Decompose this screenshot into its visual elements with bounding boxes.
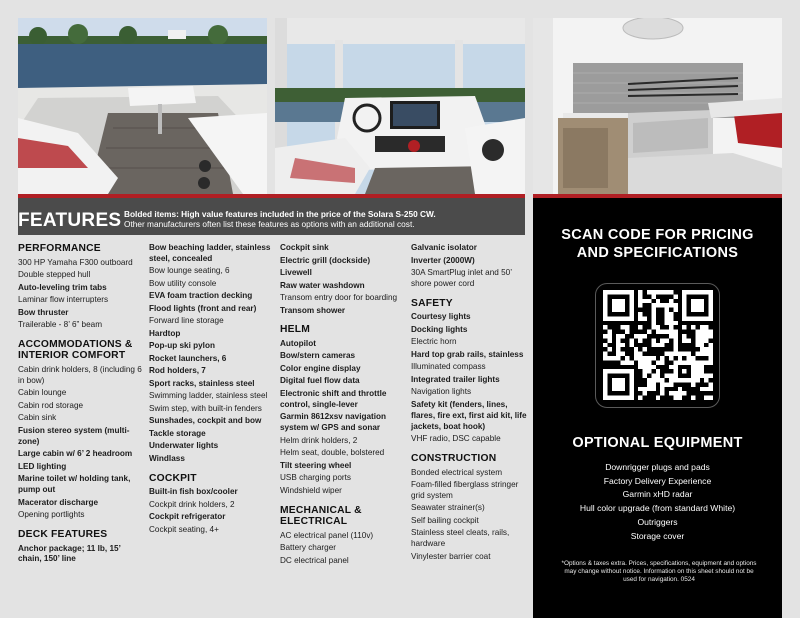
- features-note: [124, 209, 524, 229]
- scan-code-line-2: AND SPECIFICATIONS: [576, 245, 739, 261]
- feature-item: Auto-leveling trim tabs: [18, 282, 107, 292]
- feature-item: Seawater strainer(s): [411, 503, 485, 513]
- feature-item: Double stepped hull: [18, 270, 91, 279]
- section-heading: ACCOMMODATIONS & INTERIOR COMFORT: [18, 338, 133, 362]
- features-title: FEATURES: [18, 210, 122, 231]
- feature-item: VHF radio, DSC capable: [411, 434, 501, 444]
- disclaimer: *Options & taxes extra. Prices, specifications, equipment and options may change without notice. Information on this sheet should not be used for navigation. 0524: [561, 560, 757, 583]
- feature-item: Forward line storage: [149, 316, 224, 326]
- feature-item: Cockpit sink: [280, 243, 329, 252]
- features-note-rest: Other manufacturers often list these features as options with an additional cost.: [124, 219, 415, 229]
- feature-item: Electronic shift and throttle control, single-lever: [280, 388, 387, 409]
- feature-item: Galvanic isolator: [411, 243, 477, 252]
- feature-item: Opening portlights: [18, 510, 85, 520]
- section-heading: CONSTRUCTION: [411, 453, 497, 465]
- feature-item: AC electrical panel (110v): [280, 530, 374, 540]
- feature-item: Rocket launchers, 6: [149, 353, 227, 363]
- feature-item: Livewell: [280, 268, 312, 277]
- feature-item: Foam-filled fiberglass stringer grid system: [411, 480, 519, 500]
- features-column-1: [18, 243, 143, 567]
- feature-item: Helm drink holders, 2: [280, 435, 358, 445]
- optional-equipment-list: [533, 461, 782, 543]
- features-column-2: [149, 243, 271, 537]
- features-banner: [18, 198, 525, 235]
- feature-item: Pop-up ski pylon: [149, 341, 215, 351]
- feature-item: Helm seat, double, bolstered: [280, 448, 385, 458]
- feature-item: Vinylester barrier coat: [411, 551, 491, 561]
- feature-item: Self bailing cockpit: [411, 515, 479, 525]
- feature-item: LED lighting: [18, 461, 67, 471]
- feature-item: Docking lights: [411, 324, 468, 334]
- feature-item: Windshield wiper: [280, 485, 342, 495]
- feature-item: Digital fuel flow data: [280, 376, 360, 386]
- feature-item: Garmin 8612xsv navigation system w/ GPS and sonar: [280, 412, 387, 433]
- feature-item: EVA foam traction decking: [149, 291, 253, 301]
- feature-item: Macerator discharge: [18, 497, 99, 507]
- section-heading: PERFORMANCE: [18, 243, 101, 254]
- feature-item: Navigation lights: [411, 387, 472, 397]
- feature-item: USB charging ports: [280, 473, 351, 483]
- features-note-bold: Bolded items: High value features included in the price of the Solara S-250 CW.: [124, 209, 436, 219]
- feature-item: Cockpit drink holders, 2: [149, 499, 235, 509]
- optional-item: Outriggers: [637, 516, 678, 527]
- feature-item: DC electrical panel: [280, 555, 349, 565]
- feature-item: Stainless steel cleats, rails, hardware: [411, 528, 510, 549]
- feature-item: Cabin sink: [18, 413, 57, 423]
- feature-item: Battery charger: [280, 543, 336, 553]
- feature-item: Rod holders, 7: [149, 366, 206, 376]
- feature-item: Cockpit refrigerator: [149, 512, 226, 522]
- feature-item: Fusion stereo system (multi-zone): [18, 425, 130, 446]
- section-heading: HELM: [280, 324, 310, 336]
- feature-item: Windlass: [149, 453, 185, 463]
- optional-item: Factory Delivery Experience: [603, 475, 712, 486]
- feature-item: Sunshades, cockpit and bow: [149, 416, 262, 426]
- feature-item: Swimming ladder, stainless steel: [149, 391, 268, 401]
- optional-item: Hull color upgrade (from standard White): [579, 503, 736, 514]
- feature-item: Safety kit (fenders, lines, flares, fire ext, first aid kit, life jackets, boat hook): [411, 399, 527, 431]
- photo-bow-seating: [18, 18, 267, 194]
- feature-item: Sport racks, stainless steel: [149, 378, 255, 388]
- feature-item: Transom entry door for boarding: [280, 293, 398, 302]
- feature-item: Transom shower: [280, 305, 346, 315]
- feature-item: Illuminated compass: [411, 362, 486, 372]
- features-column-4: [411, 243, 527, 564]
- scan-code-heading: [533, 226, 782, 262]
- feature-item: Color engine display: [280, 363, 361, 373]
- feature-item: 300 HP Yamaha F300 outboard: [18, 257, 133, 267]
- optional-equipment-title: OPTIONAL EQUIPMENT: [572, 435, 743, 451]
- photo-cabin: [533, 18, 782, 194]
- feature-item: Flood lights (front and rear): [149, 303, 257, 313]
- feature-item: Bow beaching ladder, stainless steel, concealed: [149, 243, 271, 263]
- features-column-3: [280, 243, 405, 568]
- pricing-panel: [533, 198, 782, 618]
- feature-item: Bow thruster: [18, 307, 69, 317]
- optional-item: Downrigger plugs and pads: [605, 462, 710, 472]
- feature-item: Raw water washdown: [280, 280, 365, 290]
- feature-item: Integrated trailer lights: [411, 374, 500, 384]
- feature-item: Cabin drink holders, 8 (including 6 in bow): [18, 364, 142, 385]
- feature-item: Tackle storage: [149, 428, 206, 438]
- section-heading: COCKPIT: [149, 472, 197, 484]
- photo-helm: [275, 18, 525, 194]
- feature-item: Inverter (2000W): [411, 255, 475, 265]
- feature-item: Electric horn: [411, 337, 457, 347]
- scan-code-line-1: SCAN CODE FOR PRICING: [561, 227, 754, 243]
- feature-item: Large cabin w/ 6’ 2 headroom: [18, 449, 133, 459]
- qr-code-icon[interactable]: [603, 290, 713, 400]
- section-heading: DECK FEATURES: [18, 529, 108, 541]
- feature-item: Cabin lounge: [18, 388, 67, 398]
- feature-item: Swim step, with built-in fenders: [149, 403, 262, 413]
- feature-item: Cabin rod storage: [18, 400, 84, 410]
- feature-item: Cockpit seating, 4+: [149, 524, 219, 534]
- section-heading: SAFETY: [411, 297, 453, 309]
- feature-item: Built-in fish box/cooler: [149, 487, 238, 497]
- optional-item: Garmin xHD radar: [622, 489, 693, 500]
- feature-item: Tilt steering wheel: [280, 460, 352, 470]
- feature-item: Bow utility console: [149, 278, 217, 288]
- feature-item: Hardtop: [149, 328, 181, 338]
- feature-item: Hard top grab rails, stainless: [411, 349, 524, 359]
- optional-item: Storage cover: [630, 530, 685, 541]
- feature-item: Trailerable - 8’ 6” beam: [18, 320, 103, 329]
- feature-item: Bonded electrical system: [411, 467, 503, 477]
- feature-item: Bow/stern cameras: [280, 351, 356, 361]
- section-heading: MECHANICAL & ELECTRICAL: [280, 504, 362, 528]
- feature-item: Electric grill (dockside): [280, 255, 371, 265]
- feature-item: Courtesy lights: [411, 312, 471, 322]
- feature-item: Bow lounge seating, 6: [149, 266, 230, 276]
- feature-item: Autopilot: [280, 338, 316, 348]
- feature-item: Laminar flow interrupters: [18, 295, 109, 304]
- feature-item: Marine toilet w/ holding tank, pump out: [18, 474, 131, 495]
- feature-item: 30A SmartPlug inlet and 50’ shore power cord: [411, 268, 512, 288]
- feature-item: Anchor package; 11 lb, 15’ chain, 150’ line: [18, 543, 121, 564]
- feature-item: Underwater lights: [149, 441, 219, 451]
